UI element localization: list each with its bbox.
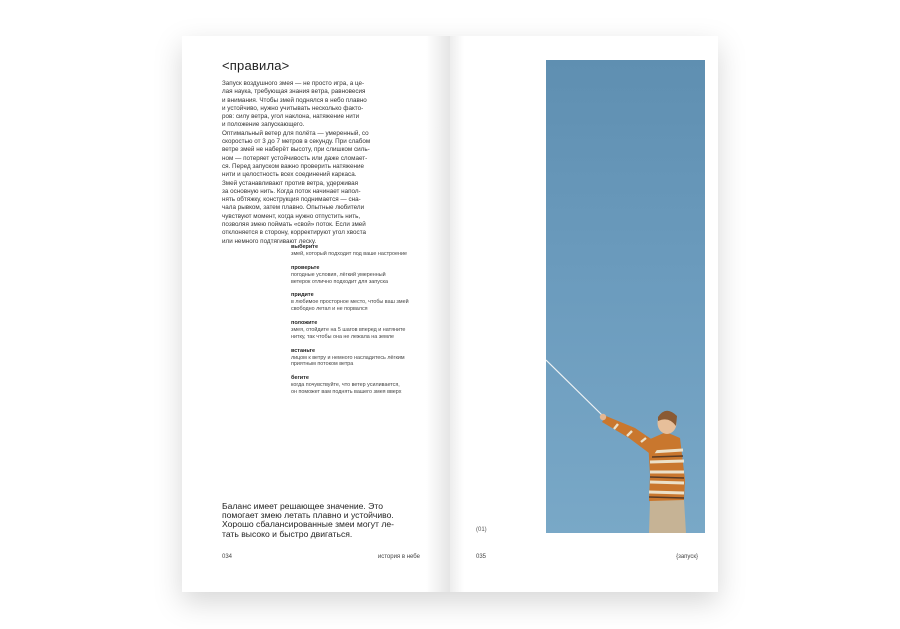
right-page bbox=[450, 36, 718, 592]
step-title: положите bbox=[291, 319, 318, 326]
step-description: погодные условия, лёгкий умеренный ветерок отлично подходит для запуска bbox=[291, 271, 389, 285]
running-title-right: {запуск} bbox=[676, 554, 698, 560]
page-number-right: 035 bbox=[476, 554, 487, 560]
step-title: встаньте bbox=[291, 347, 316, 354]
step-description: когда почувствуйте, что ветер усиливается, он поможет вам поднять вашего змея вверх bbox=[291, 382, 402, 395]
step-description: в любимое просторное место, чтобы ваш змей свободно летал и не порвался bbox=[291, 299, 409, 313]
photo-illustration bbox=[546, 60, 705, 533]
left-page bbox=[182, 36, 450, 592]
hand bbox=[600, 414, 606, 420]
list-item bbox=[291, 292, 431, 313]
person-holding-kite-string-photo bbox=[546, 60, 705, 533]
figure-number: (01) bbox=[476, 527, 487, 533]
steps-list bbox=[291, 244, 431, 403]
list-item bbox=[291, 265, 431, 286]
list-item bbox=[291, 348, 431, 369]
list-item bbox=[291, 244, 431, 258]
kite-string bbox=[546, 360, 602, 415]
list-item bbox=[291, 375, 431, 396]
step-title: бегите bbox=[291, 375, 309, 382]
book-spread bbox=[182, 36, 718, 592]
running-title-left: история в небе bbox=[377, 554, 420, 560]
pull-quote: Баланс имеет решающее значение. Это помогает змею летать плавно и устойчиво. Хорошо сбалансированные змеи могут ле- тать высоко и быстро двигаться. bbox=[222, 501, 395, 539]
step-description: змея, отойдите на 5 шагов вперед и натяните нитку, так чтобы она не лежала на земле bbox=[291, 326, 406, 340]
body-paragraph: Запуск воздушного змея — не просто игра, а це- лая наука, требующая знания ветра, равновесия и внимания. Чтобы змей поднялся в небо плавно и устойчиво, нужно учитывать несколько факто- ров: силу ветра, угол наклона, натяжение нити и положение запускающего. Оптимальный ветер для полёта — умеренный, со скоростью от 3 до 7 метров в секунду. При слабом ветре змей не наберёт высоту, при слишком силь- ном — потеряет устойчивость или даже сломает- ся. Перед запуском важно проверить натяжение нити и целостность всех соединений каркаса. Змей устанавливают против ветра, удерживая за основную нить. Когда поток начинает напол- нять обтяжку, конструкция поднимается — сна- чала рывком, затем плавно. Опытные любители чувствуют момент, когда нужно отпустить нить, позволяя змею поймать «свой» поток. Если змей отклоняется в сторону, корректируют угол хвоста или немного подтягивают леску. bbox=[222, 80, 371, 245]
page-heading: <правила> bbox=[222, 58, 290, 73]
step-description: змей, который подходит под ваше настроение bbox=[291, 251, 408, 257]
trousers bbox=[649, 500, 686, 533]
raised-arm bbox=[602, 416, 660, 456]
step-title: проверьте bbox=[291, 264, 320, 271]
step-description: лицом к ветру и немного насладитесь лёгким приятным потоком ветра bbox=[291, 354, 405, 368]
page-number-left: 034 bbox=[222, 554, 233, 560]
step-title: выберите bbox=[291, 244, 319, 250]
list-item bbox=[291, 320, 431, 341]
step-title: придите bbox=[291, 292, 314, 299]
